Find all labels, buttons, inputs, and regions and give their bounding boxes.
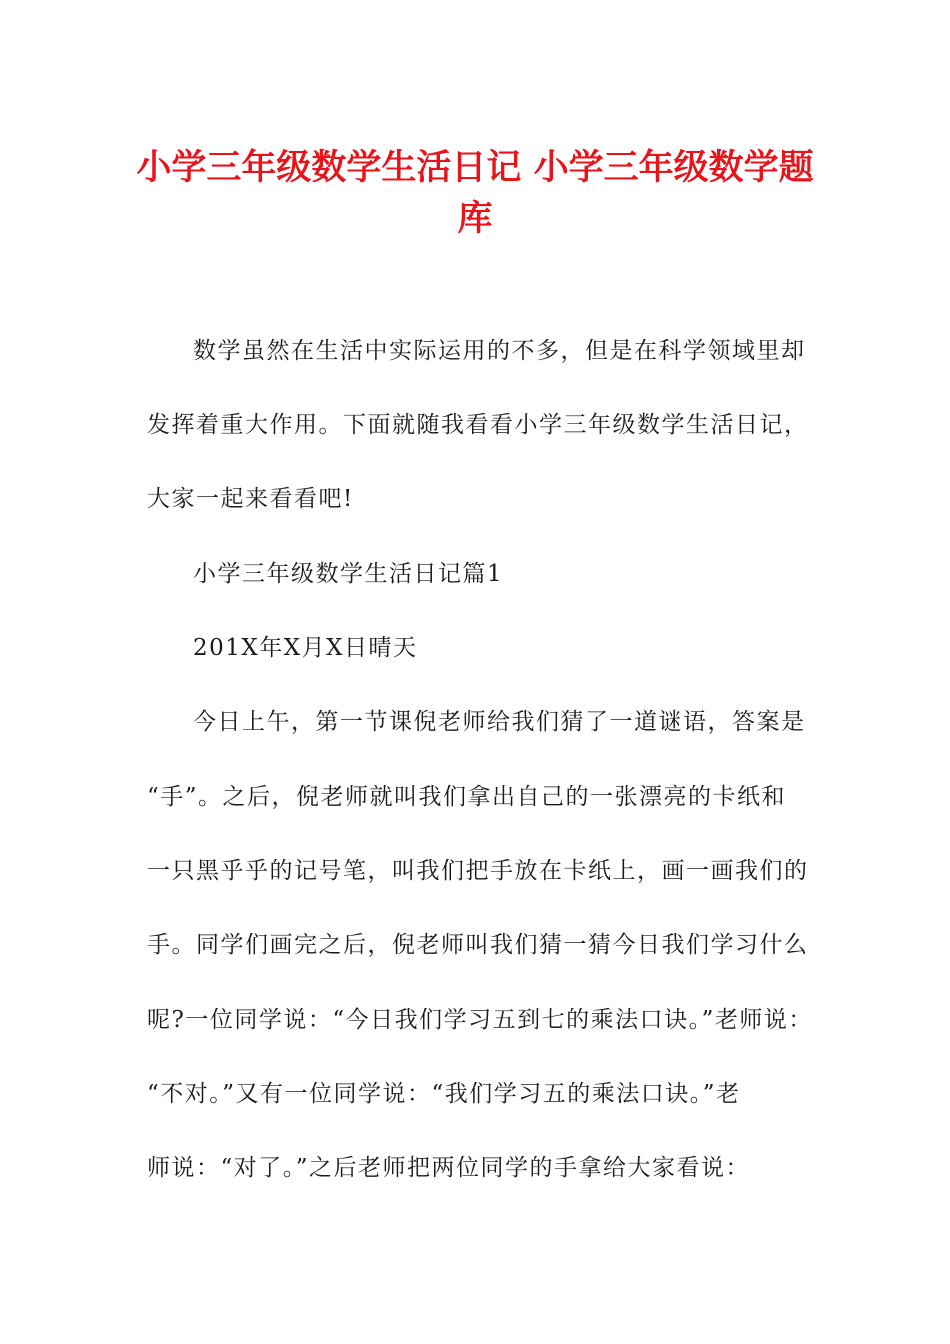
document-title: 小学三年级数学生活日记 小学三年级数学题库 xyxy=(136,148,814,239)
story-line-4: 手。同学们画完之后，倪老师叫我们猜一猜今日我们学习什么 xyxy=(147,932,809,958)
intro-line-2: 发挥着重大作用。下面就随我看看小学三年级数学生活日记， xyxy=(147,412,809,438)
story-line-7: 师说：“对了。”之后老师把两位同学的手拿给大家看说： xyxy=(147,1155,751,1181)
story-line-2: “手”。之后，倪老师就叫我们拿出自己的一张漂亮的卡纸和 xyxy=(147,784,787,810)
intro-line-1: 数学虽然在生活中实际运用的不多，但是在科学领域里却 xyxy=(193,338,806,364)
story-line-3: 一只黑乎乎的记号笔，叫我们把手放在卡纸上，画一画我们的 xyxy=(147,858,809,884)
section-heading: 小学三年级数学生活日记篇1 xyxy=(193,561,504,587)
story-line-1: 今日上午，第一节课倪老师给我们猜了一道谜语，答案是 xyxy=(193,709,806,735)
story-line-5: 呢?一位同学说：“今日我们学习五到七的乘法口诀。”老师说： xyxy=(147,1007,813,1033)
date-line: 201X年X月X日晴天 xyxy=(193,635,418,661)
intro-line-3: 大家一起来看看吧! xyxy=(147,486,354,512)
story-line-6: “不对。”又有一位同学说：“我们学习五的乘法口诀。”老 xyxy=(147,1081,741,1107)
